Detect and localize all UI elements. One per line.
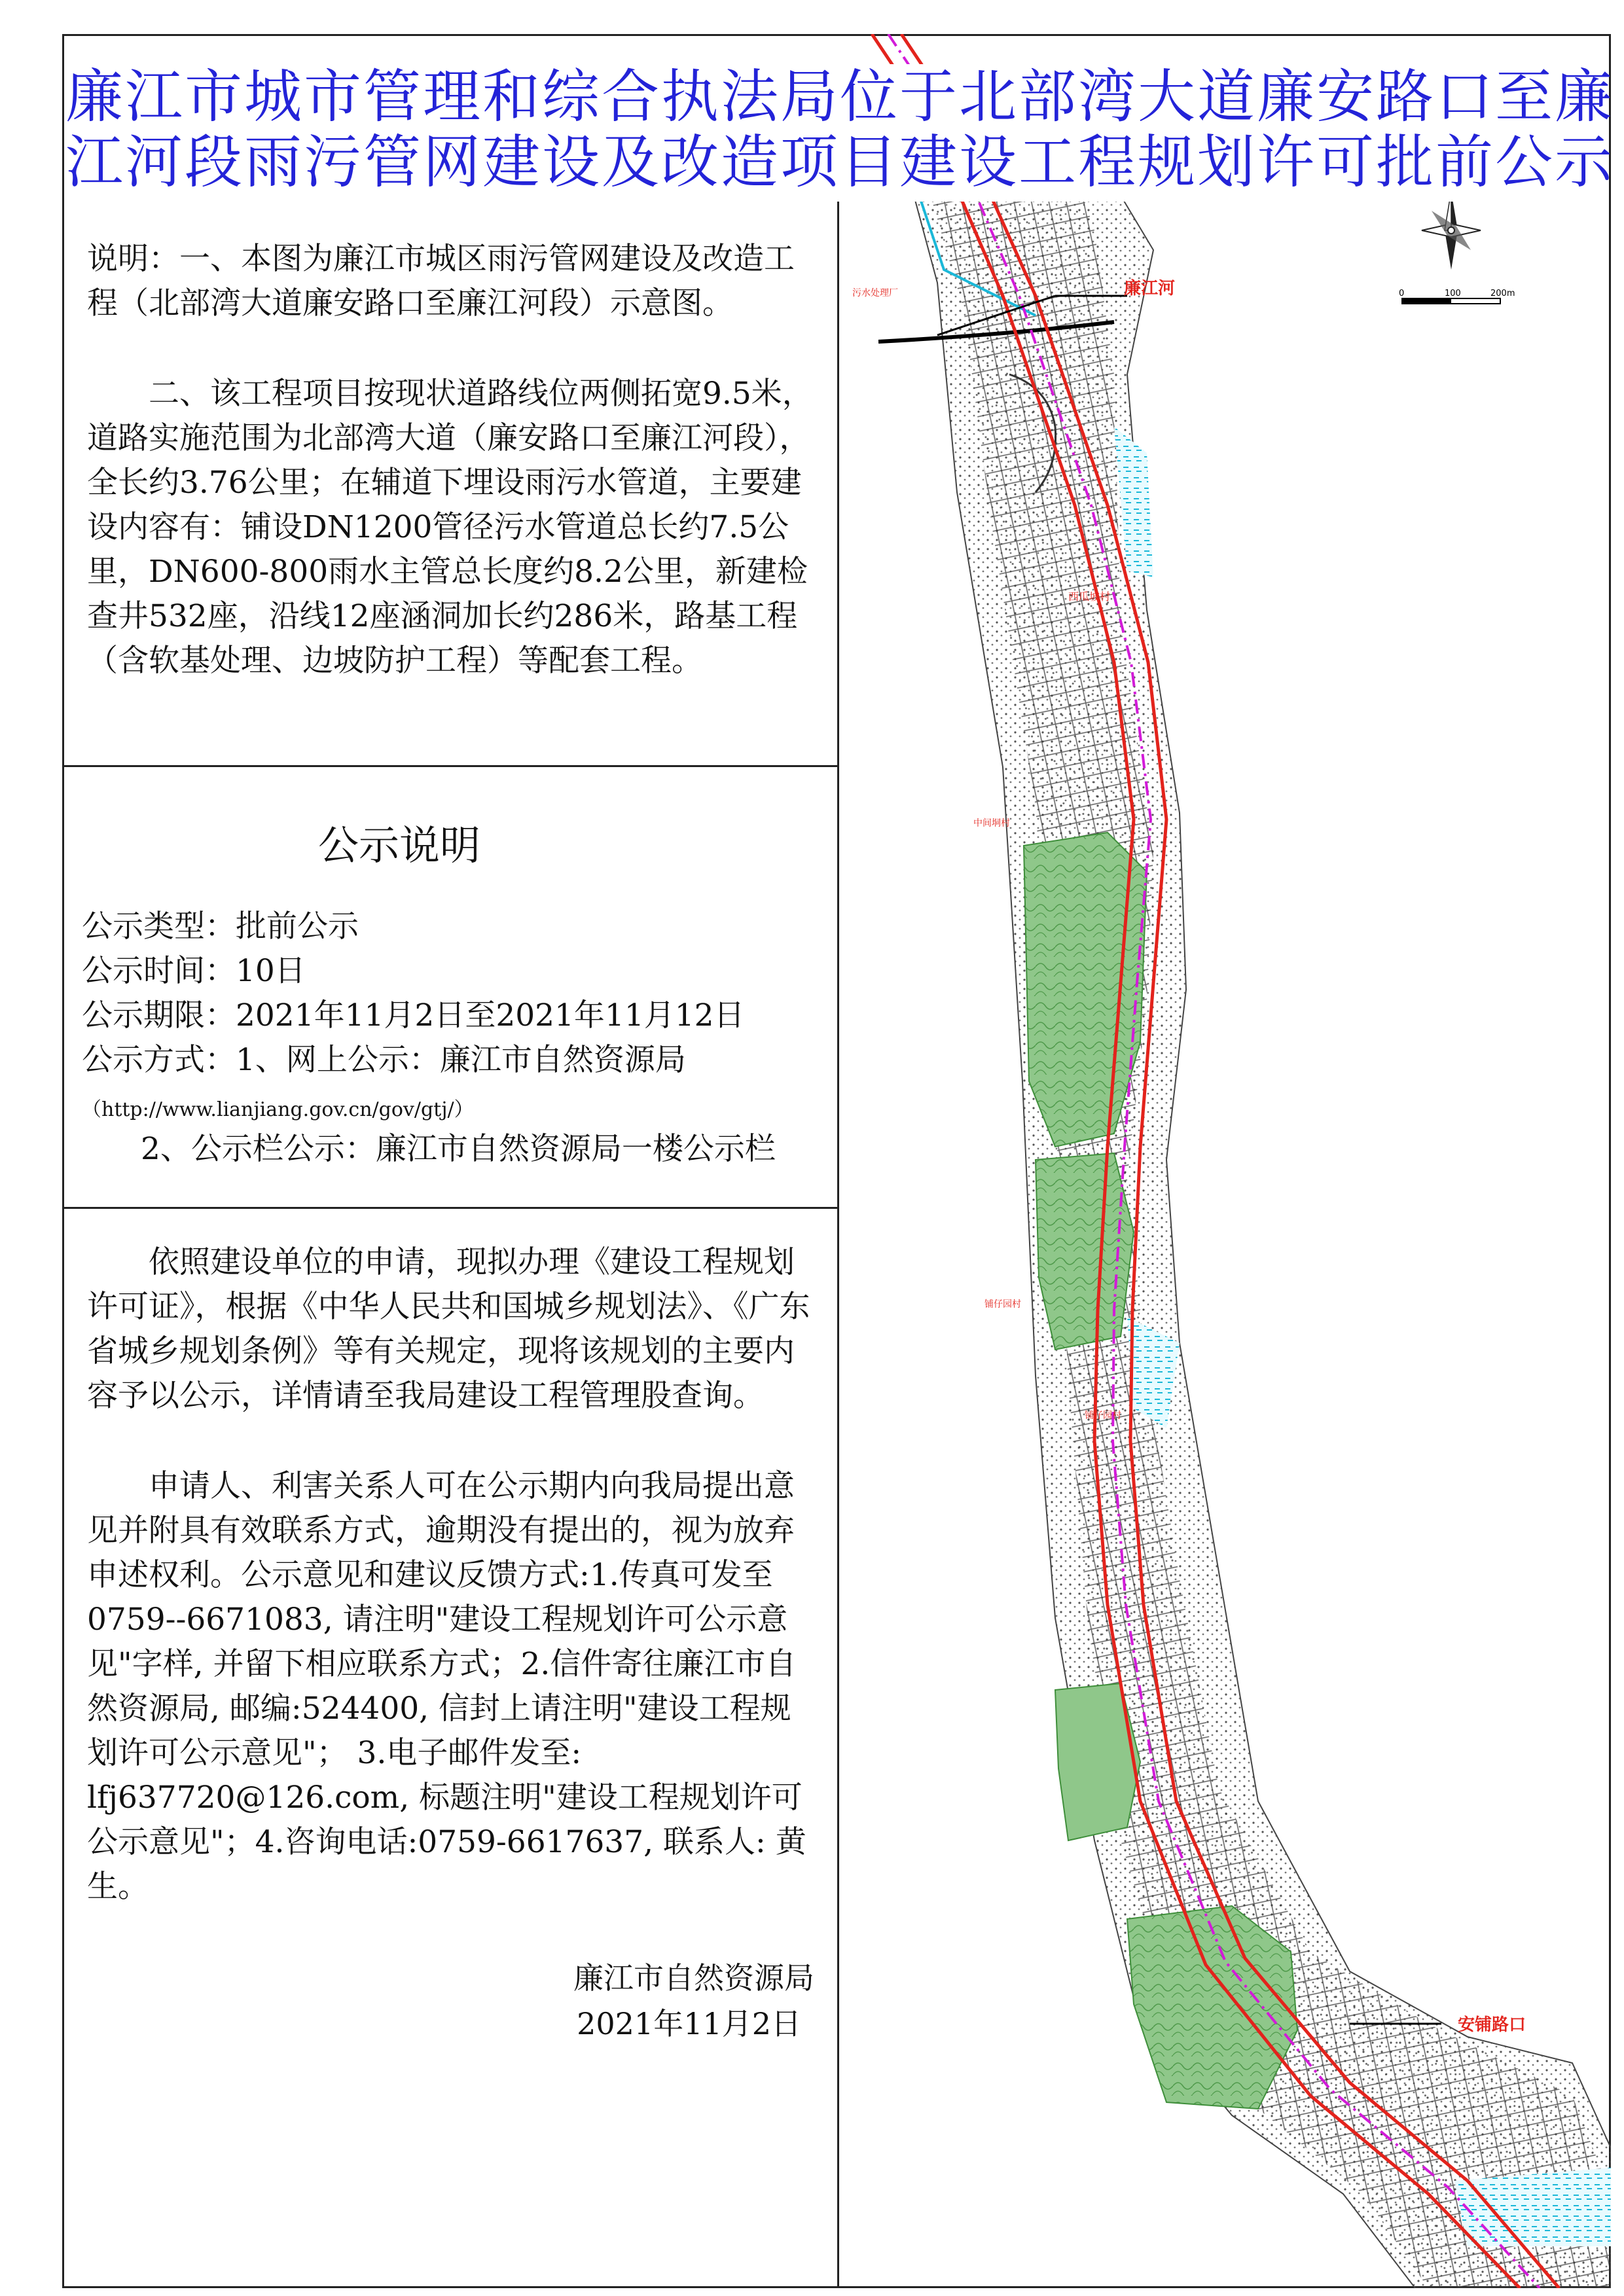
- notice-board: 2、公示栏公示：廉江市自然资源局一楼公示栏: [141, 1131, 776, 1167]
- notice-period-label: 公示期限：: [82, 997, 236, 1033]
- left-text-column: [62, 196, 839, 2288]
- north-arrow-icon: [1422, 191, 1481, 270]
- scale-label-200: 200m: [1490, 289, 1515, 298]
- notice-period: [82, 994, 745, 1038]
- notice-method: [82, 1038, 686, 1083]
- signature-date: 2021年11月2日: [577, 2006, 801, 2041]
- label-village-4: 铺仔园村: [1085, 1410, 1121, 1421]
- notice-time-value: 10日: [236, 953, 306, 989]
- title-line-1: 廉江市城市管理和综合执法局位于北部湾大道廉安路口至廉: [65, 63, 1615, 130]
- basis-para-1: 依照建设单位的申请，现拟办理《建设工程规划许可证》，根据《中华人民共和国城乡规划法》、《广东省城乡规划条例》等有关规定，现将该规划的主要内容予以公示，详情请至我局建设工程管理股查询。: [87, 1244, 810, 1414]
- notice-method-value: 1、网上公示：廉江市自然资源局: [236, 1042, 686, 1078]
- basis-para-2: 申请人、利害关系人可在公示期内向我局提出意见并附具有效联系方式，逾期没有提出的，视为放弃申述权利。公示意见和建议反馈方式:1.传真可发至0759--6671083, 请注明"建设工程规划许可公示意见"字样, 并留下相应联系方式；2.信件寄往廉江市自然资源局, 邮编:524400, 信封上请注明"建设工程规划许可公示意见"； 3.电子邮件发至: lfj637720@126.com, 标题注明"建设工程规划许可公示意见"；4.咨询电话:0759-6617637, 联系人: 黄生。: [87, 1468, 806, 1905]
- basis-section: [62, 1209, 837, 2288]
- label-village-3: 铺仔园村: [984, 1299, 1021, 1310]
- notice-method-label: 公示方式：: [82, 1042, 236, 1078]
- label-village-2: 中间垌村: [973, 818, 1010, 829]
- scale-label-0: 0: [1399, 289, 1405, 298]
- scale-label-100: 100: [1445, 289, 1461, 298]
- notice-time-label: 公示时间：: [82, 953, 236, 989]
- notice-heading: 公示说明: [317, 821, 480, 869]
- description-para-1: 说明：一、本图为廉江市城区雨污管网建设及改造工程（北部湾大道廉安路口至廉江河段）示意图。: [87, 241, 795, 321]
- water-strip-3: [1454, 2168, 1611, 2246]
- notice-type: [82, 905, 359, 949]
- label-plant: 污水处理厂: [852, 288, 898, 298]
- label-village-1: 西瓜坡村: [1068, 590, 1111, 603]
- label-river: 廉江河: [1124, 279, 1176, 298]
- notice-period-value: 2021年11月2日至2021年11月12日: [236, 997, 745, 1033]
- title-line-2: 江河段雨污管网建设及改造项目建设工程规划许可批前公示: [65, 128, 1615, 196]
- notice-url[interactable]: （http://www.lianjiang.gov.cn/gov/gtj/）: [82, 1098, 474, 1121]
- route-map: [839, 34, 1611, 2288]
- label-junction: 安铺路口: [1458, 2015, 1526, 2035]
- description-section: [62, 196, 837, 767]
- notice-type-value: 批前公示: [236, 908, 359, 944]
- route-map-svg: [839, 34, 1611, 2288]
- description-para-2: 二、该工程项目按现状道路线位两侧拓宽9.5米，道路实施范围为北部湾大道（廉安路口至廉江河段），全长约3.76公里；在辅道下埋设雨污水管道，主要建设内容有：铺设DN1200管径污水管道总长约7.5公里，DN600-800雨水主管总长度约8.2公里，新建检查井532座，沿线12座涵洞加长约286米，路基工程（含软基处理、边坡防护工程）等配套工程。: [87, 376, 813, 679]
- notice-time: [82, 949, 306, 994]
- scale-bar: [1399, 289, 1515, 304]
- page-title: [65, 63, 1615, 202]
- signature-org: 廉江市自然资源局: [573, 1960, 814, 1996]
- notice-section: [62, 767, 837, 1209]
- notice-type-label: 公示类型：: [82, 908, 236, 944]
